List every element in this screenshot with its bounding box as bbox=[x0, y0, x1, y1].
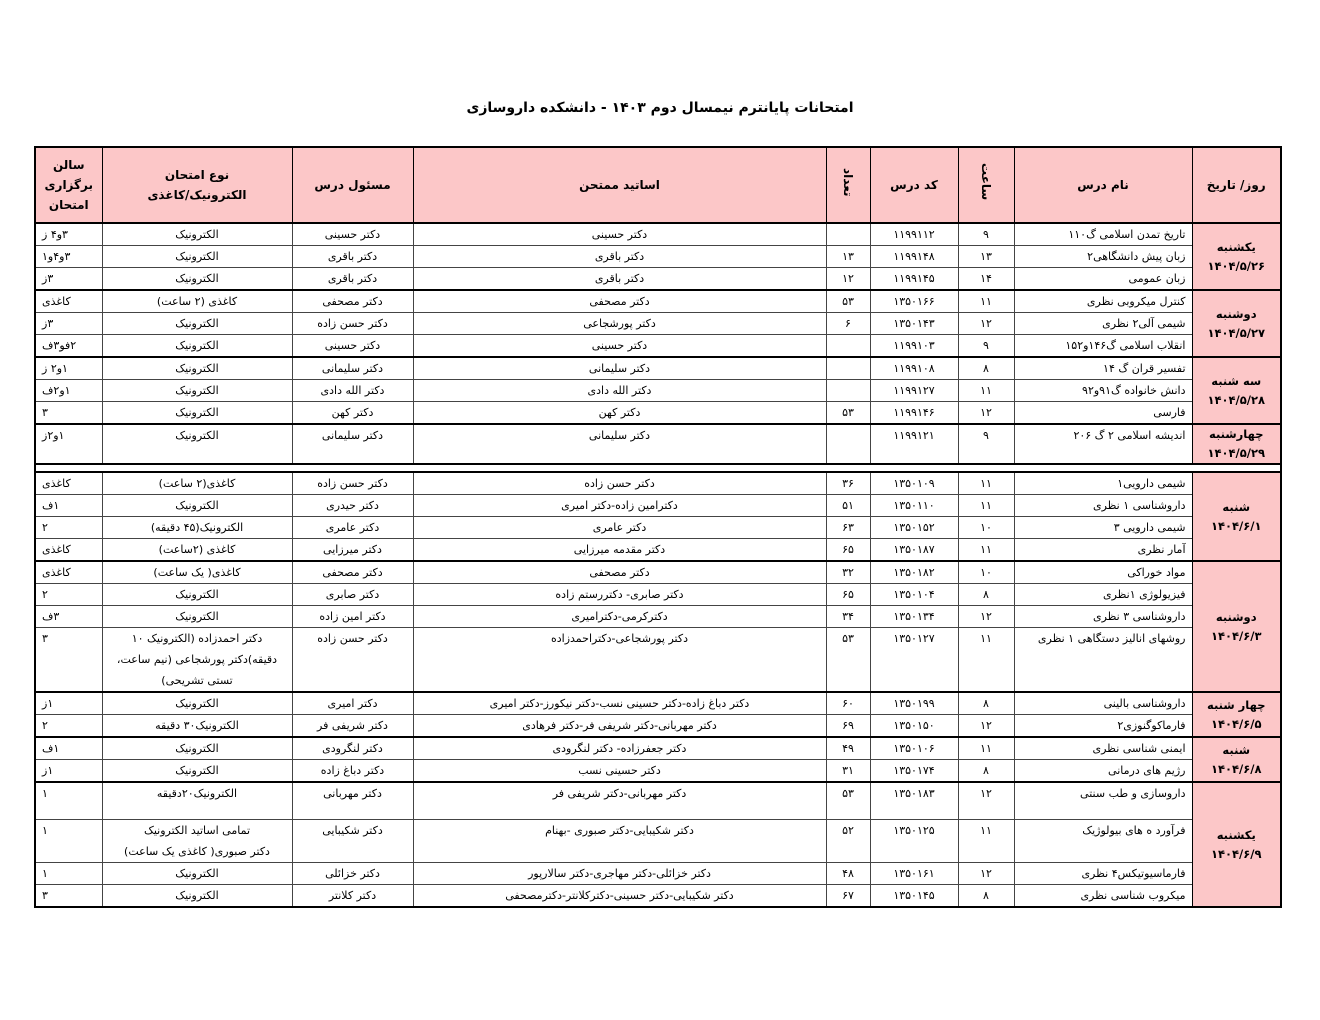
responsible-cell: دکتر حسن زاده bbox=[292, 628, 413, 693]
hour-cell: ۱۲ bbox=[958, 402, 1014, 425]
page-title: امتحانات پایانترم نیمسال دوم ۱۴۰۳ - دانشکده داروسازی bbox=[466, 100, 854, 116]
exam-hall-cell: ۲ bbox=[35, 517, 102, 539]
header-exam-type: نوع امتحان الکترونیک/کاغذی bbox=[102, 147, 292, 223]
course-code-cell: ۱۳۵۰۱۷۴ bbox=[870, 760, 958, 783]
examiners-cell: دکترکرمی-دکترامیری bbox=[413, 606, 826, 628]
exam-hall-cell: ۳ bbox=[35, 402, 102, 425]
group-separator bbox=[35, 464, 1281, 472]
day-date-cell bbox=[1192, 357, 1281, 424]
responsible-cell: دکتر میرزایی bbox=[292, 539, 413, 562]
hour-cell: ۱۳ bbox=[958, 246, 1014, 268]
exam-type-cell: الکترونیک۲۰دقیقه bbox=[102, 782, 292, 820]
course-code-cell: ۱۳۵۰۱۹۹ bbox=[870, 692, 958, 715]
course-code-cell: ۱۳۵۰۱۸۲ bbox=[870, 561, 958, 584]
course-name-cell: مواد خوراکی bbox=[1014, 561, 1192, 584]
course-code-cell: ۱۳۵۰۱۸۷ bbox=[870, 539, 958, 562]
exam-hall-cell: ۲فو۳ف bbox=[35, 335, 102, 358]
table-row bbox=[35, 606, 1281, 628]
course-code-cell: ۱۳۵۰۱۰۴ bbox=[870, 584, 958, 606]
exam-hall-cell: کاغذی bbox=[35, 290, 102, 313]
course-name-cell: داروشناسی ۳ نظری bbox=[1014, 606, 1192, 628]
course-code-cell: ۱۳۵۰۱۲۷ bbox=[870, 628, 958, 693]
examiners-cell: دکتر حسینی bbox=[413, 223, 826, 246]
examiners-cell: دکتر مصحفی bbox=[413, 290, 826, 313]
examiners-cell: دکتر دباغ زاده-دکتر حسینی نسب-دکتر نیکورز-دکتر امیری bbox=[413, 692, 826, 715]
exam-type-line: تمامی اساتید الکترونیک bbox=[143, 824, 250, 837]
exam-type-cell: الکترونیک bbox=[102, 246, 292, 268]
day-date-cell bbox=[1192, 290, 1281, 357]
exam-date: ۱۴۰۴/۵/۲۹ bbox=[1207, 446, 1266, 460]
header-row bbox=[35, 147, 1281, 223]
exam-date: ۱۴۰۴/۵/۲۷ bbox=[1207, 325, 1266, 340]
student-count-cell: ۴۹ bbox=[826, 737, 870, 760]
exam-type-cell: الکترونیک bbox=[102, 402, 292, 425]
day-name: یکشنبه bbox=[1216, 239, 1256, 254]
exam-date: ۱۴۰۴/۶/۳ bbox=[1210, 628, 1262, 643]
responsible-cell: دکتر حیدری bbox=[292, 495, 413, 517]
exam-type-cell: الکترونیک bbox=[102, 760, 292, 783]
table-row bbox=[35, 561, 1281, 584]
course-name-cell: فارسی bbox=[1014, 402, 1192, 425]
hour-cell: ۱۱ bbox=[958, 628, 1014, 693]
day-date-cell bbox=[1192, 561, 1281, 692]
exam-type-cell: الکترونیک bbox=[102, 692, 292, 715]
table-row bbox=[35, 782, 1281, 820]
student-count-cell: ۵۳ bbox=[826, 402, 870, 425]
exam-hall-cell: ۱ bbox=[35, 782, 102, 820]
table-row bbox=[35, 472, 1281, 495]
course-code-cell: ۱۳۵۰۱۰۹ bbox=[870, 472, 958, 495]
exam-type-line: تستی تشریحی) bbox=[161, 674, 233, 687]
examiners-cell: دکتر حسینی نسب bbox=[413, 760, 826, 783]
table-row bbox=[35, 335, 1281, 358]
course-code-cell: ۱۱۹۹۱۴۵ bbox=[870, 268, 958, 291]
course-code-cell: ۱۳۵۰۱۰۶ bbox=[870, 737, 958, 760]
header-examiners: اساتید ممتحن bbox=[413, 147, 826, 223]
responsible-cell: دکتر امین زاده bbox=[292, 606, 413, 628]
student-count-cell: ۶۳ bbox=[826, 517, 870, 539]
exam-type-cell: الکترونیک bbox=[102, 885, 292, 908]
header-count: تعداد bbox=[826, 147, 870, 223]
exam-hall-cell: ۳و۴ ز bbox=[35, 223, 102, 246]
exam-type-cell: کاغذی(۲ ساعت) bbox=[102, 472, 292, 495]
table-row bbox=[35, 737, 1281, 760]
day-name: شنبه bbox=[1222, 742, 1251, 757]
responsible-cell: دکتر باقری bbox=[292, 246, 413, 268]
course-name-cell: شیمی آلی۲ نظری bbox=[1014, 313, 1192, 335]
course-code-cell: ۱۱۹۹۱۲۷ bbox=[870, 380, 958, 402]
exam-hall-cell: ۳ز bbox=[35, 268, 102, 291]
hour-cell: ۱۲ bbox=[958, 782, 1014, 820]
course-name-cell: کنترل میکروبی نظری bbox=[1014, 290, 1192, 313]
exam-type-cell: الکترونیک(۴۵ دقیقه) bbox=[102, 517, 292, 539]
hour-cell: ۹ bbox=[958, 223, 1014, 246]
exam-hall-cell: ۳و۴و۱ bbox=[35, 246, 102, 268]
table-row bbox=[35, 380, 1281, 402]
course-code-cell: ۱۳۵۰۱۲۵ bbox=[870, 820, 958, 863]
day-name: دوشنبه bbox=[1215, 609, 1257, 624]
examiners-cell: دکتر مصحفی bbox=[413, 561, 826, 584]
examiners-cell: دکتر شکیبایی-دکتر صبوری -بهنام bbox=[413, 820, 826, 863]
course-code-cell: ۱۳۵۰۱۸۳ bbox=[870, 782, 958, 820]
day-name: شنبه bbox=[1222, 499, 1251, 514]
course-name-cell: تاریخ تمدن اسلامی گ۱۱۰ bbox=[1014, 223, 1192, 246]
responsible-cell: دکتر امیری bbox=[292, 692, 413, 715]
day-date-cell bbox=[1192, 223, 1281, 290]
header-hour: ساعت bbox=[958, 147, 1014, 223]
header-code: کد درس bbox=[870, 147, 958, 223]
hour-cell: ۱۱ bbox=[958, 820, 1014, 863]
hour-cell: ۱۱ bbox=[958, 380, 1014, 402]
student-count-cell: ۵۳ bbox=[826, 290, 870, 313]
course-name-cell: تفسیر قران گ ۱۴ bbox=[1014, 357, 1192, 380]
course-code-cell: ۱۱۹۹۱۱۲ bbox=[870, 223, 958, 246]
responsible-cell: دکتر خزائلی bbox=[292, 863, 413, 885]
hour-cell: ۱۱ bbox=[958, 495, 1014, 517]
hour-cell: ۱۲ bbox=[958, 313, 1014, 335]
exam-hall-cell: ۱ف bbox=[35, 737, 102, 760]
exam-date: ۱۴۰۴/۶/۱ bbox=[1210, 518, 1262, 533]
course-code-cell: ۱۳۵۰۱۶۱ bbox=[870, 863, 958, 885]
examiners-cell: دکتر حسن زاده bbox=[413, 472, 826, 495]
course-code-cell: ۱۱۹۹۱۲۱ bbox=[870, 424, 958, 464]
responsible-cell: دکتر الله دادی bbox=[292, 380, 413, 402]
student-count-cell: ۶۰ bbox=[826, 692, 870, 715]
examiners-cell: دکتر پورشجاعی bbox=[413, 313, 826, 335]
table-row bbox=[35, 692, 1281, 715]
hour-cell: ۸ bbox=[958, 584, 1014, 606]
responsible-cell: دکتر سلیمانی bbox=[292, 357, 413, 380]
exam-hall-cell: کاغذی bbox=[35, 561, 102, 584]
responsible-cell: دکتر شریفی فر bbox=[292, 715, 413, 738]
table-row bbox=[35, 223, 1281, 246]
course-code-cell: ۱۱۹۹۱۰۳ bbox=[870, 335, 958, 358]
responsible-cell: دکتر حسن زاده bbox=[292, 313, 413, 335]
exam-type-cell: الکترونیک bbox=[102, 268, 292, 291]
course-name-cell: روشهای انالیز دستگاهی ۱ نظری bbox=[1014, 628, 1192, 693]
responsible-cell: دکتر سلیمانی bbox=[292, 424, 413, 464]
hour-cell: ۸ bbox=[958, 357, 1014, 380]
responsible-cell: دکتر حسینی bbox=[292, 223, 413, 246]
table-row bbox=[35, 517, 1281, 539]
exam-type-cell bbox=[102, 820, 292, 863]
table-row bbox=[35, 402, 1281, 425]
examiners-cell: دکترامین زاده-دکتر امیری bbox=[413, 495, 826, 517]
header-day: روز/ تاریخ bbox=[1192, 147, 1281, 223]
examiners-cell: دکتر باقری bbox=[413, 268, 826, 291]
hour-cell: ۸ bbox=[958, 760, 1014, 783]
table-row bbox=[35, 628, 1281, 693]
examiners-cell: دکتر الله دادی bbox=[413, 380, 826, 402]
exam-type-line: دکتر احمدزاده (الکترونیک ۱۰ bbox=[131, 632, 263, 645]
exam-type-cell: الکترونیک bbox=[102, 424, 292, 464]
exam-hall-cell: ۳ز bbox=[35, 313, 102, 335]
exam-hall-cell: ۲ bbox=[35, 584, 102, 606]
exam-hall-cell: ۱و۲ز bbox=[35, 424, 102, 464]
student-count-cell bbox=[826, 223, 870, 246]
examiners-cell: دکتر صابری- دکتررستم زاده bbox=[413, 584, 826, 606]
responsible-cell: دکتر حسینی bbox=[292, 335, 413, 358]
hour-cell: ۱۲ bbox=[958, 715, 1014, 738]
hour-cell: ۱۱ bbox=[958, 737, 1014, 760]
day-date-cell bbox=[1192, 424, 1281, 464]
exam-type-cell: الکترونیک bbox=[102, 495, 292, 517]
exam-type-cell: الکترونیک bbox=[102, 606, 292, 628]
course-code-cell: ۱۳۵۰۱۵۲ bbox=[870, 517, 958, 539]
examiners-cell: دکتر سلیمانی bbox=[413, 357, 826, 380]
exam-hall-cell: ۱ف bbox=[35, 495, 102, 517]
table-row bbox=[35, 268, 1281, 291]
student-count-cell: ۳۶ bbox=[826, 472, 870, 495]
exam-type-cell bbox=[102, 628, 292, 693]
student-count-cell: ۳۲ bbox=[826, 561, 870, 584]
exam-type-cell: کاغذی (۲ساعت) bbox=[102, 539, 292, 562]
hour-cell: ۱۱ bbox=[958, 290, 1014, 313]
responsible-cell: دکتر مصحفی bbox=[292, 290, 413, 313]
course-name-cell: فارماکوگنوزی۲ bbox=[1014, 715, 1192, 738]
examiners-cell: دکتر مقدمه میرزایی bbox=[413, 539, 826, 562]
table-row bbox=[35, 424, 1281, 464]
exam-date: ۱۴۰۴/۵/۲۶ bbox=[1207, 258, 1266, 273]
table-row bbox=[35, 357, 1281, 380]
exam-hall-cell: ۳ف bbox=[35, 606, 102, 628]
table-row bbox=[35, 715, 1281, 738]
course-name-cell: زبان عمومی bbox=[1014, 268, 1192, 291]
exam-type-cell: الکترونیک bbox=[102, 357, 292, 380]
exam-type-cell: الکترونیک bbox=[102, 335, 292, 358]
examiners-cell: دکتر شکیبایی-دکتر حسینی-دکترکلانتر-دکترمصحفی bbox=[413, 885, 826, 908]
examiners-cell: دکتر حسینی bbox=[413, 335, 826, 358]
student-count-cell: ۳۴ bbox=[826, 606, 870, 628]
course-code-cell: ۱۱۹۹۱۰۸ bbox=[870, 357, 958, 380]
student-count-cell: ۵۳ bbox=[826, 628, 870, 693]
student-count-cell bbox=[826, 357, 870, 380]
exam-type-cell: الکترونیک bbox=[102, 863, 292, 885]
table-row bbox=[35, 760, 1281, 783]
exam-hall-cell: ۱و۲ف bbox=[35, 380, 102, 402]
table-row bbox=[35, 863, 1281, 885]
responsible-cell: دکتر باقری bbox=[292, 268, 413, 291]
exam-hall-cell: کاغذی bbox=[35, 539, 102, 562]
examiners-cell: دکتر مهربانی-دکتر شریفی فر-دکتر فرهادی bbox=[413, 715, 826, 738]
hour-cell: ۱۲ bbox=[958, 863, 1014, 885]
course-name-cell: آمار نظری bbox=[1014, 539, 1192, 562]
responsible-cell: دکتر حسن زاده bbox=[292, 472, 413, 495]
course-code-cell: ۱۳۵۰۱۵۰ bbox=[870, 715, 958, 738]
exam-hall-cell: کاغذی bbox=[35, 472, 102, 495]
course-code-cell: ۱۳۵۰۱۴۳ bbox=[870, 313, 958, 335]
hour-cell: ۱۲ bbox=[958, 606, 1014, 628]
responsible-cell: دکتر مهربانی bbox=[292, 782, 413, 820]
day-name: چهار شنبه bbox=[1207, 697, 1266, 712]
course-code-cell: ۱۳۵۰۱۴۵ bbox=[870, 885, 958, 908]
table-row bbox=[35, 820, 1281, 863]
student-count-cell: ۶۹ bbox=[826, 715, 870, 738]
course-name-cell: زبان پیش دانشگاهی۲ bbox=[1014, 246, 1192, 268]
table-row bbox=[35, 290, 1281, 313]
course-code-cell: ۱۳۵۰۱۳۴ bbox=[870, 606, 958, 628]
student-count-cell bbox=[826, 335, 870, 358]
exam-type-cell: الکترونیک bbox=[102, 737, 292, 760]
exam-type-line: دکتر صبوری( کاغذی یک ساعت) bbox=[124, 845, 270, 858]
table-row bbox=[35, 495, 1281, 517]
student-count-cell: ۵۲ bbox=[826, 820, 870, 863]
course-code-cell: ۱۳۵۰۱۱۰ bbox=[870, 495, 958, 517]
exam-hall-cell: ۱ز bbox=[35, 692, 102, 715]
course-code-cell: ۱۳۵۰۱۶۶ bbox=[870, 290, 958, 313]
day-date-cell bbox=[1192, 782, 1281, 907]
responsible-cell: دکتر صابری bbox=[292, 584, 413, 606]
header-hall: سالن برگزاری امتحان bbox=[35, 147, 102, 223]
student-count-cell: ۱۲ bbox=[826, 268, 870, 291]
examiners-cell: دکتر خزائلی-دکتر مهاجری-دکتر سالارپور bbox=[413, 863, 826, 885]
exam-hall-cell: ۱ز bbox=[35, 760, 102, 783]
header-course: نام درس bbox=[1014, 147, 1192, 223]
course-name-cell: انقلاب اسلامی گ۱۴۶و۱۵۲ bbox=[1014, 335, 1192, 358]
examiners-cell: دکتر عامری bbox=[413, 517, 826, 539]
day-date-cell bbox=[1192, 692, 1281, 737]
hour-cell: ۸ bbox=[958, 885, 1014, 908]
table-row bbox=[35, 313, 1281, 335]
examiners-cell: دکتر پورشجاعی-دکتراحمدزاده bbox=[413, 628, 826, 693]
course-name-cell: شیمی دارویی ۳ bbox=[1014, 517, 1192, 539]
examiners-cell: دکتر سلیمانی bbox=[413, 424, 826, 464]
hour-cell: ۱۴ bbox=[958, 268, 1014, 291]
separator-cell bbox=[35, 464, 1281, 472]
exam-hall-cell: ۲ bbox=[35, 715, 102, 738]
day-name: دوشنبه bbox=[1215, 306, 1257, 321]
hour-cell: ۱۱ bbox=[958, 539, 1014, 562]
examiners-cell: دکتر باقری bbox=[413, 246, 826, 268]
exam-date: ۱۴۰۴/۵/۲۸ bbox=[1207, 392, 1266, 407]
student-count-cell: ۵۱ bbox=[826, 495, 870, 517]
student-count-cell: ۶۵ bbox=[826, 584, 870, 606]
day-name: چهارشنبه bbox=[1209, 427, 1264, 441]
course-name-cell: داروشناسی بالینی bbox=[1014, 692, 1192, 715]
day-name: سه شنبه bbox=[1211, 373, 1262, 388]
exam-hall-cell: ۳ bbox=[35, 885, 102, 908]
student-count-cell: ۶۷ bbox=[826, 885, 870, 908]
course-name-cell: میکروب شناسی نظری bbox=[1014, 885, 1192, 908]
responsible-cell: دکتر لنگرودی bbox=[292, 737, 413, 760]
table-row bbox=[35, 584, 1281, 606]
header-responsible: مسئول درس bbox=[292, 147, 413, 223]
course-code-cell: ۱۱۹۹۱۴۶ bbox=[870, 402, 958, 425]
student-count-cell: ۶ bbox=[826, 313, 870, 335]
examiners-cell: دکتر جعفرزاده- دکتر لنگرودی bbox=[413, 737, 826, 760]
student-count-cell: ۳۱ bbox=[826, 760, 870, 783]
student-count-cell: ۱۳ bbox=[826, 246, 870, 268]
exam-hall-cell: ۱ bbox=[35, 863, 102, 885]
day-date-cell bbox=[1192, 472, 1281, 561]
course-name-cell: شیمی دارویی۱ bbox=[1014, 472, 1192, 495]
responsible-cell: دکتر مصحفی bbox=[292, 561, 413, 584]
exam-type-cell: الکترونیک bbox=[102, 313, 292, 335]
course-name-cell: فیزیولوژی ۱نظری bbox=[1014, 584, 1192, 606]
exam-hall-cell: ۱ bbox=[35, 820, 102, 863]
exam-type-cell: کاغذی( یک ساعت) bbox=[102, 561, 292, 584]
student-count-cell: ۶۵ bbox=[826, 539, 870, 562]
course-name-cell: داروسازی و طب سنتی bbox=[1014, 782, 1192, 820]
day-name: یکشنبه bbox=[1216, 827, 1256, 842]
exam-type-line: دقیقه)دکتر پورشجاعی (نیم ساعت، bbox=[116, 653, 278, 666]
responsible-cell: دکتر دباغ زاده bbox=[292, 760, 413, 783]
student-count-cell: ۵۳ bbox=[826, 782, 870, 820]
course-name-cell: دانش خانواده گ۹۱و۹۲ bbox=[1014, 380, 1192, 402]
student-count-cell: ۴۸ bbox=[826, 863, 870, 885]
table-row bbox=[35, 246, 1281, 268]
exam-hall-cell: ۳ bbox=[35, 628, 102, 693]
table-row bbox=[35, 539, 1281, 562]
exam-date: ۱۴۰۴/۶/۸ bbox=[1210, 761, 1262, 776]
responsible-cell: دکتر شکیبایی bbox=[292, 820, 413, 863]
exam-type-cell: الکترونیک۳۰ دقیقه bbox=[102, 715, 292, 738]
student-count-cell bbox=[826, 424, 870, 464]
hour-cell: ۱۰ bbox=[958, 517, 1014, 539]
student-count-cell bbox=[826, 380, 870, 402]
course-name-cell: اندیشه اسلامی ۲ گ ۲۰۶ bbox=[1014, 424, 1192, 464]
responsible-cell: دکتر کهن bbox=[292, 402, 413, 425]
hour-cell: ۱۰ bbox=[958, 561, 1014, 584]
responsible-cell: دکتر عامری bbox=[292, 517, 413, 539]
examiners-cell: دکتر کهن bbox=[413, 402, 826, 425]
exam-hall-cell: ۱و۲ ز bbox=[35, 357, 102, 380]
exam-schedule-table bbox=[34, 146, 1282, 908]
hour-cell: ۸ bbox=[958, 692, 1014, 715]
course-name-cell: داروشناسی ۱ نظری bbox=[1014, 495, 1192, 517]
day-date-cell bbox=[1192, 737, 1281, 782]
table-row bbox=[35, 885, 1281, 908]
course-name-cell: فرآورد ه های بیولوژیک bbox=[1014, 820, 1192, 863]
hour-cell: ۹ bbox=[958, 424, 1014, 464]
responsible-cell: دکتر کلانتر bbox=[292, 885, 413, 908]
exam-date: ۱۴۰۴/۶/۹ bbox=[1210, 846, 1262, 861]
exam-type-cell: کاغذی (۲ ساعت) bbox=[102, 290, 292, 313]
hour-cell: ۹ bbox=[958, 335, 1014, 358]
course-name-cell: رژیم های درمانی bbox=[1014, 760, 1192, 783]
exam-type-cell: الکترونیک bbox=[102, 584, 292, 606]
exam-type-cell: الکترونیک bbox=[102, 380, 292, 402]
course-code-cell: ۱۱۹۹۱۴۸ bbox=[870, 246, 958, 268]
course-name-cell: ایمنی شناسی نظری bbox=[1014, 737, 1192, 760]
hour-cell: ۱۱ bbox=[958, 472, 1014, 495]
course-name-cell: فارماسیوتیکس۴ نظری bbox=[1014, 863, 1192, 885]
examiners-cell: دکتر مهربانی-دکتر شریفی فر bbox=[413, 782, 826, 820]
exam-type-cell: الکترونیک bbox=[102, 223, 292, 246]
exam-date: ۱۴۰۴/۶/۵ bbox=[1210, 716, 1262, 731]
